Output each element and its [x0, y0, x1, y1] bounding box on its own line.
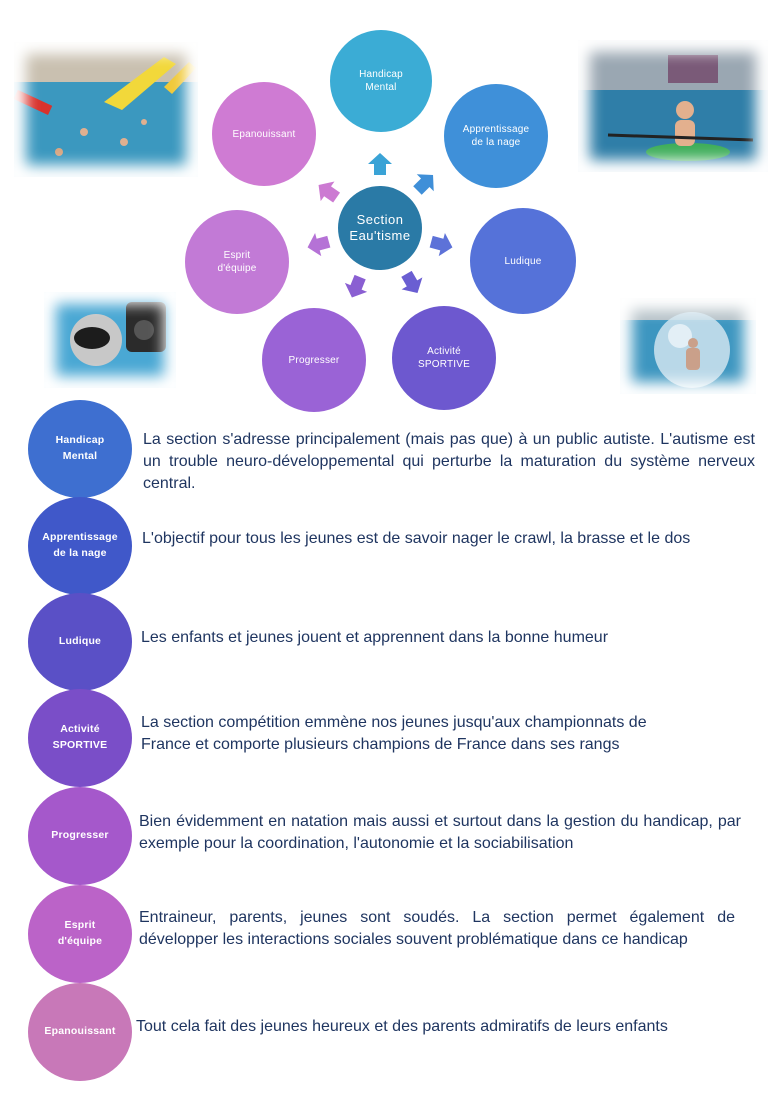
diagram-arrow [304, 230, 331, 259]
section-text-progresser: Bien évidemment en natation mais aussi et surtout dans la gestion du handicap, par exemple pour la coordination, l'autonomie et la sociabilisation [139, 813, 741, 852]
section-circle-label: Activité SPORTIVE [52, 723, 108, 751]
section-circle-label: Handicap Mental [55, 434, 105, 462]
section-circle-apprentissage [28, 497, 132, 595]
node-label: Esprit d'équipe [217, 250, 257, 274]
node-epanouissant [212, 82, 316, 186]
node-progresser [262, 308, 366, 412]
center-circle [338, 186, 422, 270]
node-ludique [470, 208, 576, 314]
section-circle-activite [28, 689, 132, 787]
diagram-arrow [396, 268, 428, 299]
section-circle-label: Apprentissage de la nage [42, 531, 118, 559]
diagram-arrow [409, 166, 442, 199]
section-circle-label: Esprit d'équipe [57, 919, 103, 947]
section-circle-label: Progresser [51, 829, 109, 842]
diagram-arrow [341, 273, 371, 302]
section-circle-ludique [28, 593, 132, 691]
section-circle-esprit [28, 885, 132, 983]
diagram-arrow [368, 153, 392, 175]
section-text-apprentissage: L'objectif pour tous les jeunes est de savoir nager le crawl, la brasse et le dos [142, 530, 691, 547]
diagram-arrow [312, 175, 344, 207]
node-activite-sportive [392, 306, 496, 410]
node-esprit-equipe [185, 210, 289, 314]
node-label: Handicap Mental [359, 69, 403, 93]
node-label: Apprentissage de la nage [462, 124, 530, 148]
section-text-epanouissant: Tout cela fait des jeunes heureux et des parents admiratifs de leurs enfants [136, 1018, 668, 1035]
section-circle-label: Epanouissant [44, 1025, 116, 1038]
section-text-esprit: Entraineur, parents, jeunes sont soudés. La section permet également de développer les interactions sociales souvent problématique dans ce handicap [139, 909, 735, 948]
node-label: Epanouissant [232, 128, 296, 140]
section-text-ludique: Les enfants et jeunes jouent et apprennent dans la bonne humeur [141, 629, 609, 646]
node-handicap-mental [330, 30, 432, 132]
section-circle-epanouissant [28, 983, 132, 1081]
diagram-arrow [428, 230, 455, 259]
section-circle-progresser [28, 787, 132, 885]
node-label: Activité SPORTIVE [418, 346, 470, 370]
node-apprentissage [444, 84, 548, 188]
center-label: Section Eau'tisme [349, 212, 411, 243]
section-text-handicap: La section s'adresse principalement (mais pas que) à un public autiste. L'autisme est un trouble neuro-développemental qui perturbe la maturation du système nerveux central. [143, 431, 755, 492]
section-text-activite: La section compétition emmène nos jeunes jusqu'aux championnats de France et comporte plusieurs champions de France dans ses rangs [141, 714, 647, 753]
section-circle-handicap [28, 400, 132, 498]
node-label: Ludique [504, 255, 542, 267]
node-label: Progresser [288, 354, 340, 366]
section-circle-label: Ludique [58, 635, 102, 648]
